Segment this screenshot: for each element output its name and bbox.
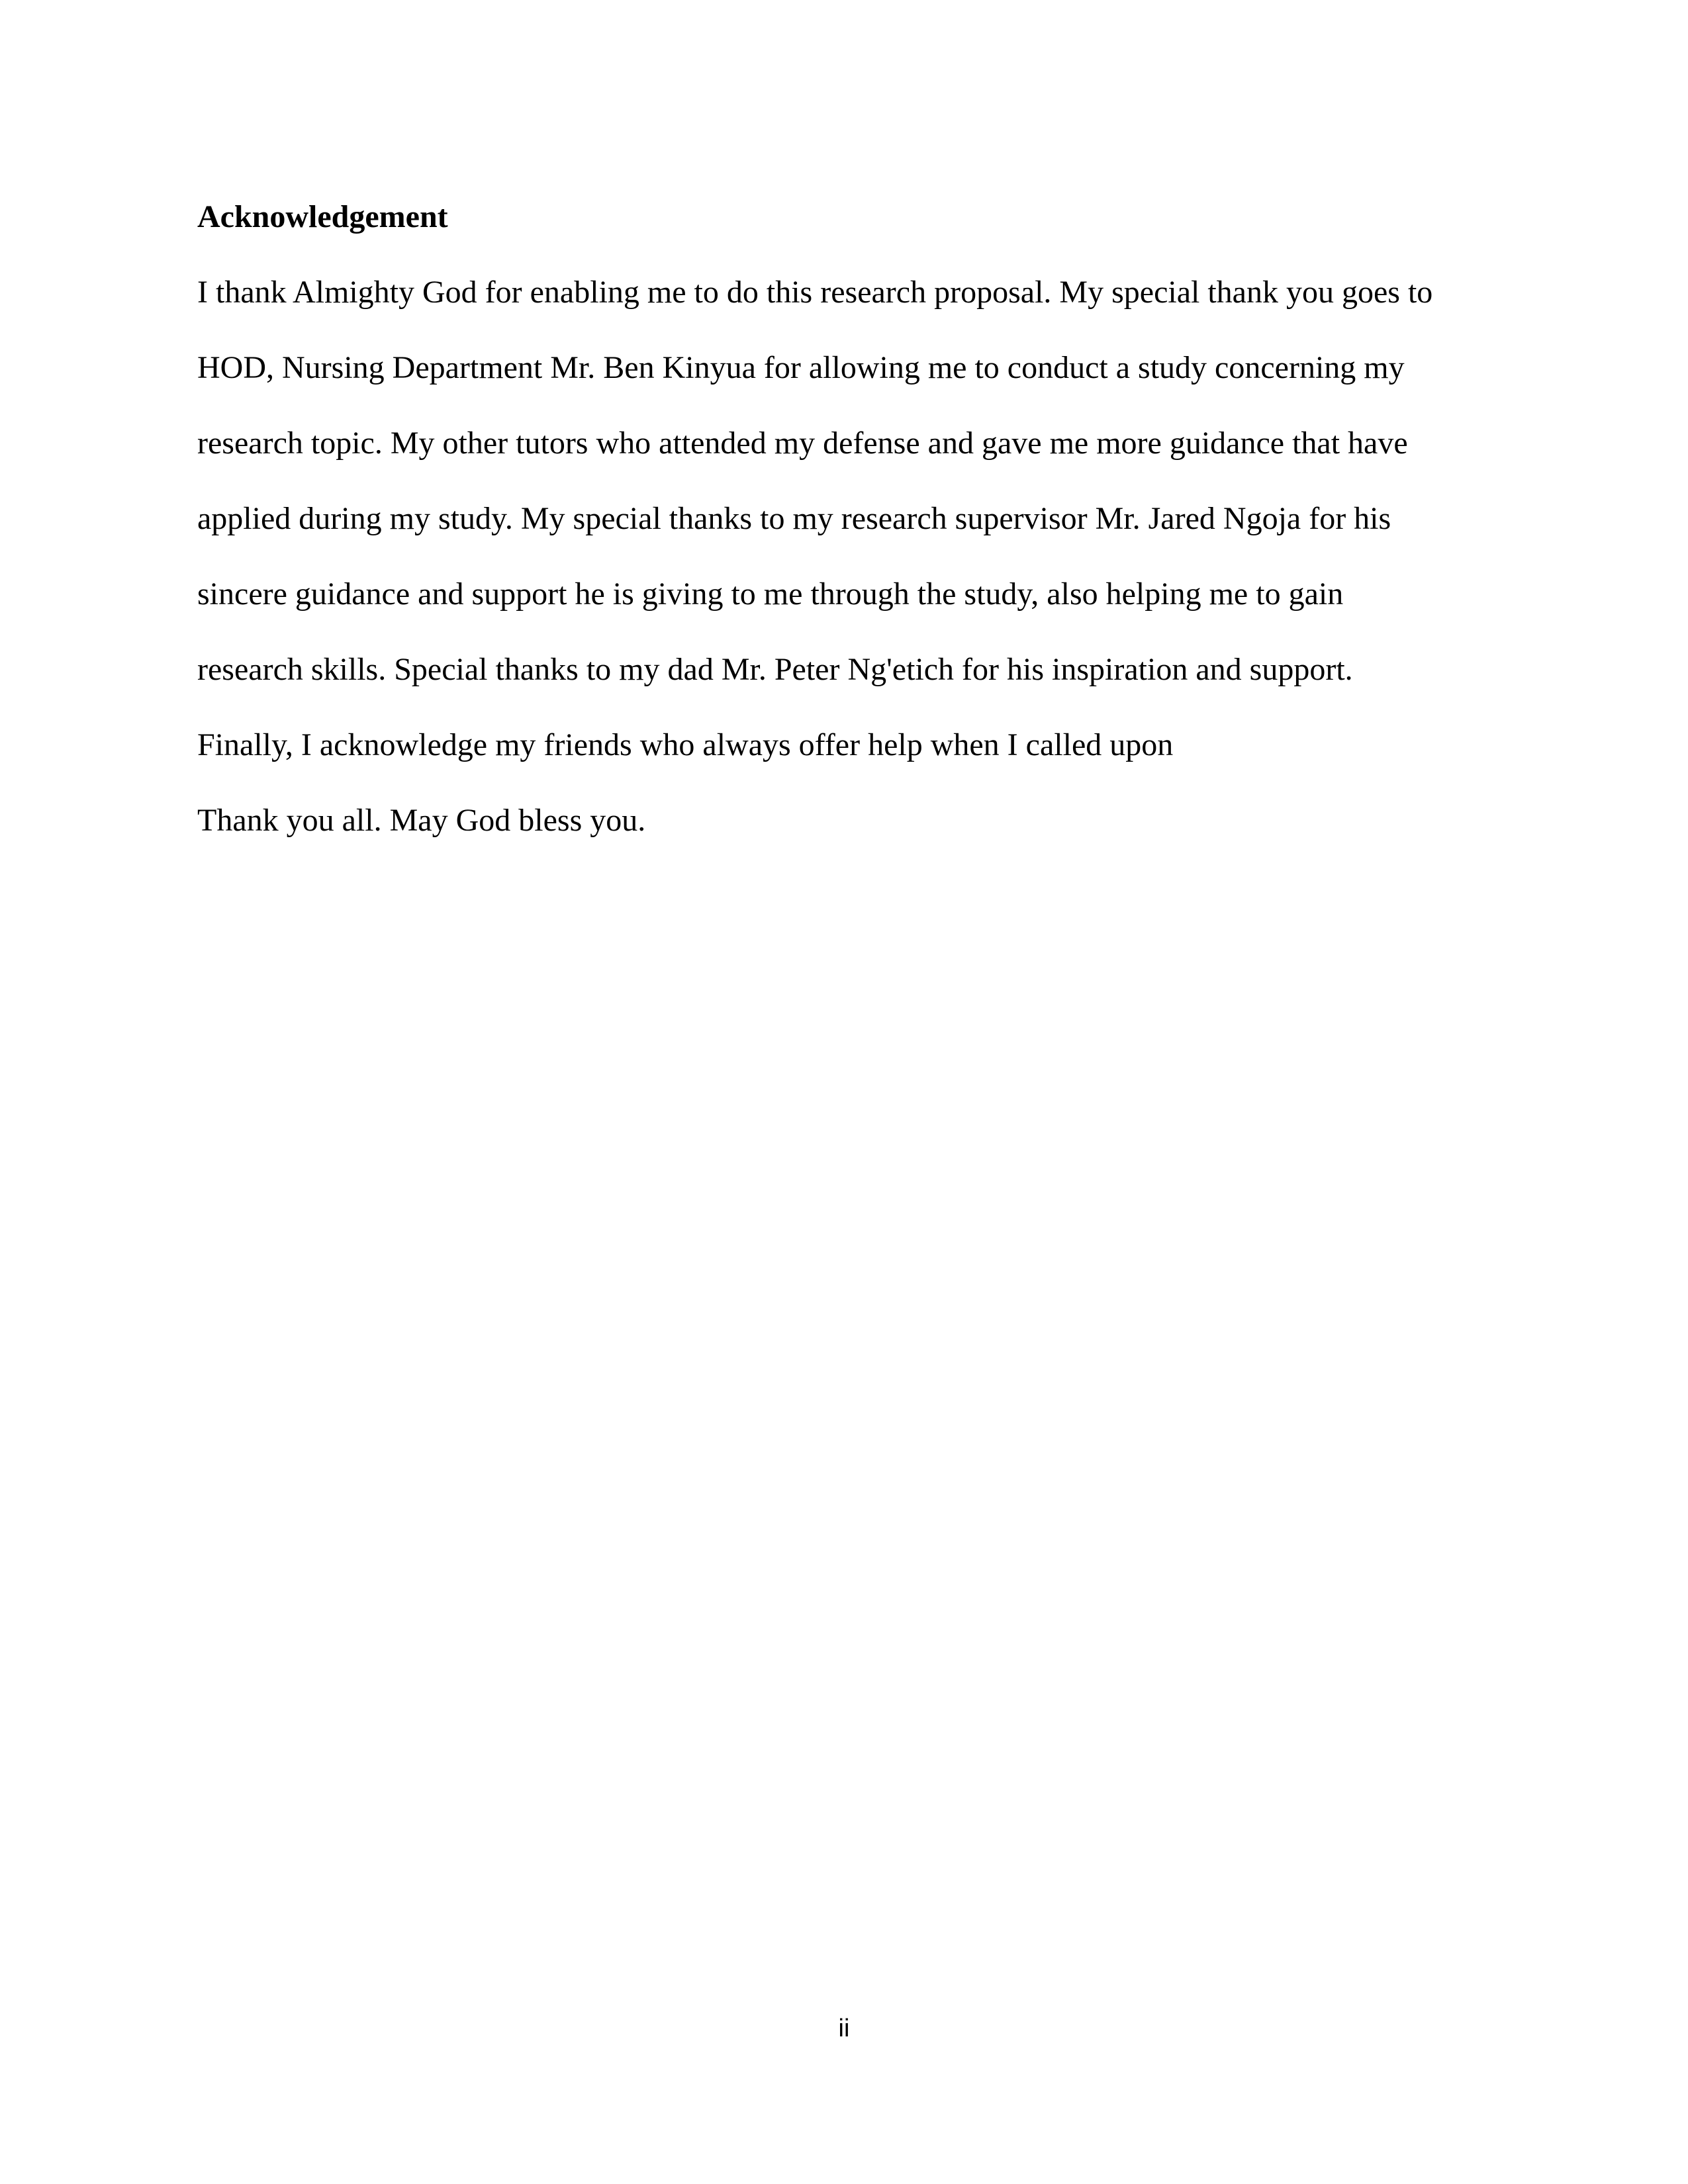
body-line: Finally, I acknowledge my friends who always offer help when I called upon [197,727,1174,762]
body-line: HOD, Nursing Department Mr. Ben Kinyua for allowing me to conduct a study concerning my [197,350,1405,385]
body-line: I thank Almighty God for enabling me to do this research proposal. My special thank you goes to [197,275,1433,310]
page-number: ii [838,2015,850,2042]
body-line: research topic. My other tutors who attended my defense and gave me more guidance that have [197,426,1408,461]
body-line: sincere guidance and support he is giving to me through the study, also helping me to gain [197,576,1344,612]
body-line: research skills. Special thanks to my dad Mr. Peter Ng'etich for his inspiration and support. [197,652,1353,687]
body-line: applied during my study. My special thanks to my research supervisor Mr. Jared Ngoja for his [197,501,1391,536]
page-heading: Acknowledgement [197,199,448,234]
closing-line: Thank you all. May God bless you. [197,803,646,838]
